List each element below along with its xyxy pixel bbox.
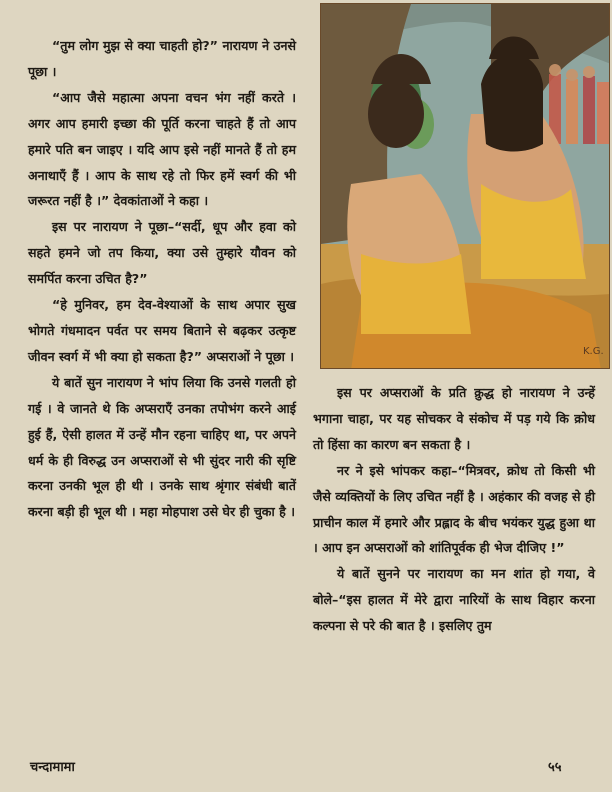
two-sages-seated-illustration-icon xyxy=(321,4,610,369)
left-text-column xyxy=(28,33,296,525)
paragraph: “आप जैसे महात्मा अपना वचन भंग नहीं करते । अगर आप हमारी इच्छा की पूर्ति करना चाहते हैं तो आप हमारे पति बन जाइए । यदि आप इसे नहीं मानते हैं तो हम अनाथाएँ हैं । आप के साथ रहे तो फिर हमें स्वर्ग की भी जरूरत नहीं है ।” देवकांताओं ने कहा । xyxy=(28,89,296,209)
paragraph: ये बातें सुनने पर नारायण का मन शांत हो गया, वे बोले–“इस हालत में मेरे द्वारा नारियों के साथ विहार करना कल्पना से परे की बात है । इसलिए तुम xyxy=(313,566,595,634)
story-illustration xyxy=(320,3,610,369)
paragraph: इस पर अप्सराओं के प्रति क्रुद्ध हो नारायण ने उन्हें भगाना चाहा, पर यह सोचकर वे संकोच में पड़ गये कि क्रोध तो हिंसा का कारण बन सकता है । xyxy=(313,385,595,452)
right-text-column xyxy=(313,380,595,639)
paragraph: “तुम लोग मुझ से क्या चाहती हो?” नारायण ने उनसे पूछा । xyxy=(28,38,296,79)
paragraph: “हे मुनिवर, हम देव-वेश्याओं के साथ अपार सुख भोगते गंधमादन पर्वत पर समय बिताने से बढ़कर उत्कृष्ट जीवन स्वर्ग में भी क्या हो सकता है?” अप्सराओं ने पूछा । xyxy=(28,297,296,364)
paragraph: ये बातें सुन नारायण ने भांप लिया कि उनसे गलती हो गई । वे जानते थे कि अप्सराएँ उनका तपोभंग करने आई हुई हैं, ऐसी हालत में उन्हें मौन रहना चाहिए था, पर अपने धर्म के ही विरुद्ध उन अप्सराओं से भी सुंदर नारी की सृष्टि करना उनकी भूल ही थी । उनके साथ श्रृंगार संबंधी बातें करना बड़ी ही भूल थी । महा मोहपाश उसे घेर ही चुका है । xyxy=(28,374,296,520)
page-number: ५५ xyxy=(548,760,562,775)
svg-text:K.G.: K.G. xyxy=(583,346,604,357)
paragraph: इस पर नारायण ने पूछा–“सर्दी, धूप और हवा को सहते हमने जो तप किया, क्या उसे तुम्हारे यौवन को समर्पित करना उचित है?” xyxy=(28,219,296,287)
paragraph: नर ने इसे भांपकर कहा–“मित्रवर, क्रोध तो किसी भी जैसे व्यक्तियों के लिए उचित नहीं है । अहंकार की वजह से ही प्राचीन काल में हमारे और प्रह्लाद के बीच भयंकर युद्ध हुआ था । आप इन अप्सराओं को शांतिपूर्वक ही भेज दीजिए !” xyxy=(313,462,595,556)
magazine-name: चन्दामामा xyxy=(30,760,75,775)
